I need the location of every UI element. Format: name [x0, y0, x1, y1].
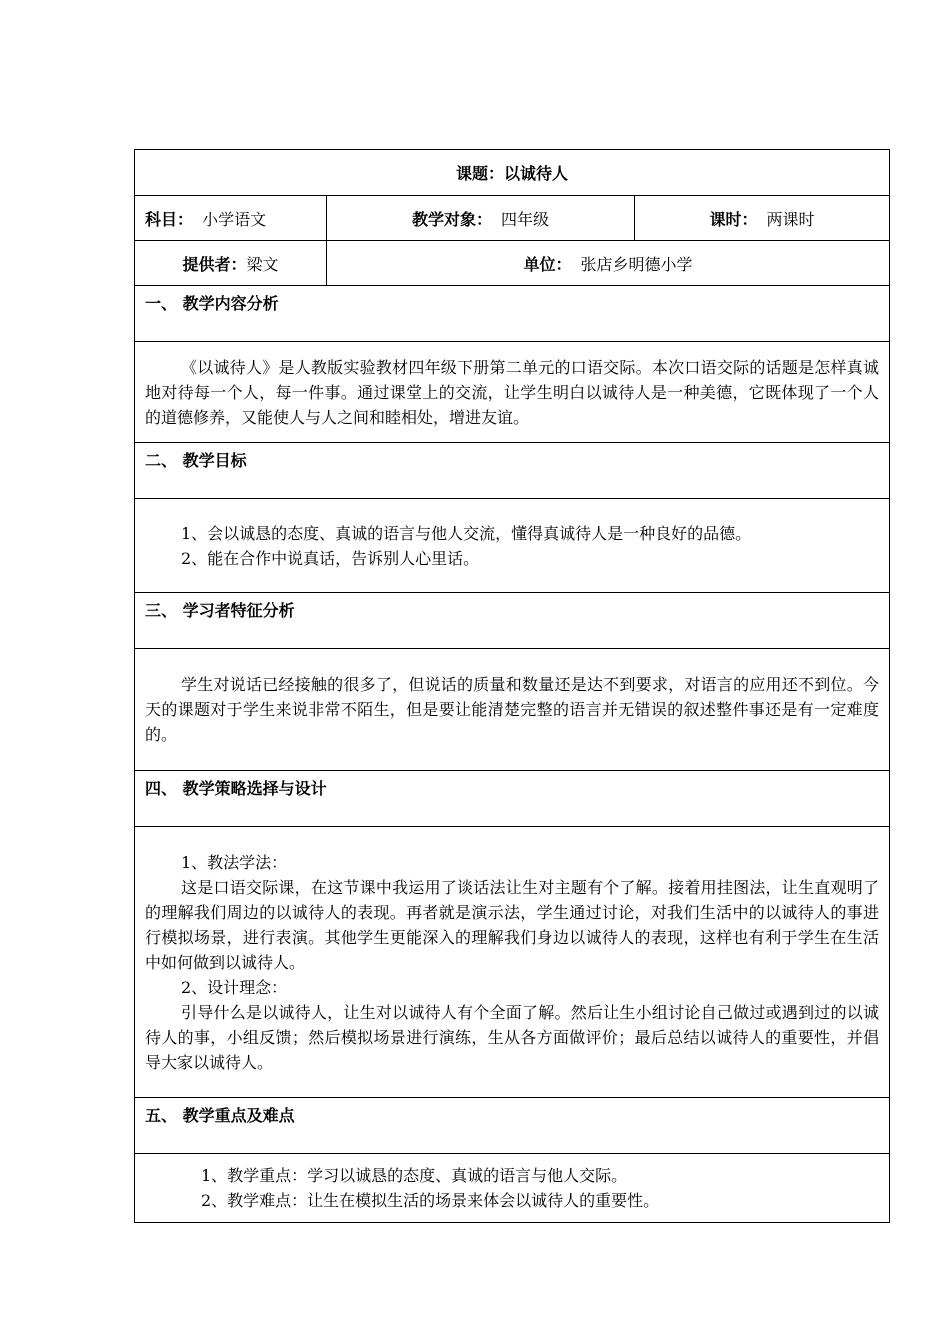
section-body [135, 499, 890, 593]
section-heading: 三、 学习者特征分析 [135, 593, 890, 649]
title-label: 课题： [455, 164, 504, 183]
subject-label: 科目： [145, 209, 194, 229]
unit-value: 张店乡明德小学 [580, 254, 693, 274]
hours-value: 两课时 [766, 209, 815, 229]
unit-cell [327, 241, 890, 286]
unit-label: 单位： [523, 254, 572, 274]
info-row-1 [135, 196, 890, 241]
section-body [135, 1154, 890, 1223]
target-label: 教学对象： [411, 209, 492, 229]
paragraph: 2、教学难点：让生在模拟生活的场景来体会以诚待人的重要性。 [201, 1191, 660, 1210]
paragraph: 引导什么是以诚待人，让生对以诚待人有个全面了解。然后让生小组讨论自己做过或遇到过的以诚待人的事，小组反馈；然后模拟场景进行演练，生从各方面做评价；最后总结以诚待人的重要性，并倡导大家以诚待人。 [145, 1002, 879, 1072]
section-heading: 四、 教学策略选择与设计 [135, 771, 890, 827]
paragraph: 1、会以诚恳的态度、真诚的语言与他人交流，懂得真诚待人是一种良好的品德。 [181, 523, 752, 543]
hours-label: 课时： [709, 209, 758, 229]
lesson-plan-document [134, 149, 889, 1223]
provider-label: 提供者： [182, 254, 247, 274]
section-heading: 五、 教学重点及难点 [135, 1098, 890, 1154]
section-heading: 二、 教学目标 [135, 443, 890, 499]
subject-value: 小学语文 [202, 209, 267, 229]
section-heading-row [135, 771, 890, 827]
paragraph: 2、能在合作中说真话，告诉别人心里话。 [181, 548, 480, 568]
section-heading-row [135, 443, 890, 499]
hours-cell [635, 196, 890, 241]
section-body-row [135, 342, 890, 443]
section-heading-row [135, 1098, 890, 1154]
provider-cell [135, 241, 327, 286]
section-body [135, 649, 890, 771]
section-body-row [135, 649, 890, 771]
section-heading-row [135, 286, 890, 342]
paragraph: 《以诚待人》是人教版实验教材四年级下册第二单元的口语交际。本次口语交际的话题是怎样真诚地对待每一个人，每一件事。通过课堂上的交流，让学生明白以诚待人是一种美德，它既体现了一个人的道德修养，又能使人与人之间和睦相处，增进友谊。 [145, 357, 879, 427]
title-row [135, 150, 890, 196]
target-value: 四年级 [501, 209, 550, 229]
paragraph: 1、教学重点：学习以诚恳的态度、真诚的语言与他人交际。 [201, 1166, 628, 1185]
paragraph: 学生对说话已经接触的很多了，但说话的质量和数量还是达不到要求，对语言的应用还不到位。今天的课题对于学生来说非常不陌生，但是要让能清楚完整的语言并无错误的叙述整件事还是有一定难度的。 [145, 675, 879, 744]
section-heading-row [135, 593, 890, 649]
paragraph: 这是口语交际课，在这节课中我运用了谈话法让生对主题有个了解。接着用挂图法，让生直观明了的理解我们周边的以诚待人的表现。再者就是演示法，学生通过讨论，对我们生活中的以诚待人的事进行模拟场景，进行表演。其他学生更能深入的理解我们身边以诚待人的表现，这样也有利于学生在生活中如何做到以诚待人。 [145, 877, 879, 972]
subject-cell [135, 196, 327, 241]
section-heading: 一、 教学内容分析 [135, 286, 890, 342]
lesson-title [135, 150, 890, 196]
provider-value: 梁文 [246, 254, 279, 274]
target-cell [327, 196, 635, 241]
section-body [135, 342, 890, 443]
section-body [135, 827, 890, 1098]
paragraph: 1、教法学法： [181, 852, 288, 872]
paragraph: 2、设计理念： [181, 977, 288, 997]
section-body-row [135, 1154, 890, 1223]
section-body-row [135, 499, 890, 593]
info-row-2 [135, 241, 890, 286]
title-value: 以诚待人 [504, 164, 569, 183]
lesson-plan-table [134, 149, 890, 1223]
section-body-row [135, 827, 890, 1098]
